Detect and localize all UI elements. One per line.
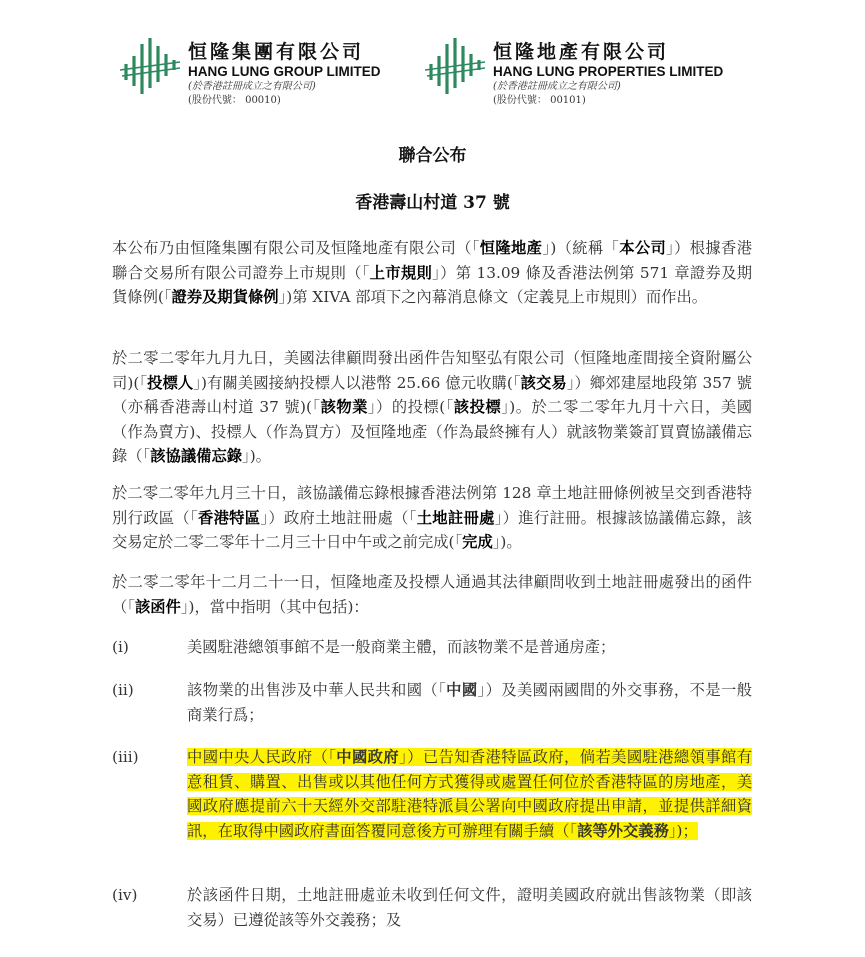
company-stock-code: (股份代號： 00010) (188, 95, 281, 106)
text-run: 」）第 13.09 條及香港法例第 571 章證券及期貨條例(「 (112, 263, 752, 306)
paragraph-intro (112, 236, 752, 310)
company-stock-code: (股份代號： 00101) (493, 95, 586, 106)
text-run: 」）根據香港聯合交易所有限公司證券上市規則（「 (112, 239, 752, 282)
company-name-zh: 恒隆集團有限公司 (188, 41, 365, 63)
defined-term: 證券及期貨條例 (171, 288, 279, 306)
text-run: 本公布乃由恒隆集團有限公司及恒隆地產有限公司（「 (112, 239, 480, 257)
company-name-en: HANG LUNG GROUP LIMITED (188, 64, 381, 79)
text-run: 」）政府土地註冊處（「 (260, 508, 417, 527)
text-run: 」)。於二零二零年九月十六日，美國（作為賣方)、投標人（作為買方）及恒隆地產（作為最終擁有人）就該物業簽訂買賣協議備忘錄（「 (112, 398, 752, 465)
highlighted-text (187, 748, 752, 840)
hang-lung-logo-icon (120, 36, 180, 96)
company-name-zh: 恒隆地產有限公司 (493, 41, 670, 63)
text-run: 」）及美國兩國間的外交事務，不是一般商業行爲； (187, 681, 752, 724)
text-run: 」)第 XIVA 部項下之內幕消息條文（定義見上市規則）而作出。 (278, 288, 708, 306)
defined-term: 該物業 (320, 398, 368, 416)
list-item-text (187, 678, 752, 727)
text-run: 該物業的出售涉及中華人民共和國（「 (187, 681, 447, 699)
text-run: 於二零二零年十二月二十一日，恒隆地產及投標人通過其法律顧問收到土地註冊處發出的函件（「 (112, 573, 752, 616)
hang-lung-logo-icon (425, 36, 485, 96)
company-text (188, 41, 381, 108)
text-run: 美國駐港總領事館不是一般商業主體，而該物業不是普通房產； (187, 638, 616, 656)
defined-term: 中國 (446, 681, 478, 699)
company-incorporation: (於香港註冊成立之有限公司) (493, 81, 621, 92)
paragraph-registration (112, 481, 752, 555)
paragraph-letter (112, 570, 752, 619)
defined-term: 該投標 (453, 398, 502, 416)
defined-term: 該協議備忘錄 (150, 447, 243, 465)
defined-term: 完成 (462, 533, 493, 551)
defined-term: 土地註冊處 (416, 508, 495, 527)
document-subtitle: 香港壽山村道 37 號 (355, 193, 510, 213)
list-item-text (187, 883, 752, 932)
text-run: 」)； (668, 821, 698, 840)
text-run: 於二零二零年九月三十日，該協議備忘錄根據香港法例第 128 章土地註冊條例被呈交到香港特別行政區（「 (112, 484, 752, 527)
defined-term: 投標人 (147, 373, 194, 392)
list-item-number: (iv) (112, 886, 138, 904)
list-item-number: (i) (112, 638, 129, 656)
defined-term: 恒隆地產 (479, 239, 543, 257)
list-item-text (187, 745, 752, 843)
defined-term: 香港特區 (197, 508, 261, 527)
list-item-number: (iii) (112, 748, 139, 766)
list-item-number: (ii) (112, 681, 134, 699)
text-run: 」）鄉郊建屋地段第 357 號（亦稱香港壽山村道 37 號)(「 (112, 373, 752, 416)
paragraph-tender (112, 346, 752, 469)
text-run: 」)。 (242, 447, 271, 465)
company-incorporation: (於香港註冊成立之有限公司) (188, 81, 316, 92)
text-run: 中國中央人民政府（「 (187, 748, 337, 766)
text-run: 於二零二零年九月九日，美國法律顧問發出函件告知堅弘有限公司（恒隆地產間接全資附屬公司)(「 (112, 349, 752, 392)
letterhead (0, 32, 865, 122)
text-run: 」）的投標(「 (367, 398, 454, 416)
document-title: 聯合公布 (398, 146, 467, 166)
defined-term: 中國政府 (336, 748, 400, 766)
defined-term: 該等外交義務 (577, 821, 669, 840)
text-run: 」)，當中指明（其中包括)： (180, 597, 369, 616)
text-run: 」）進行註冊。根據該協議備忘錄，該交易定於二零二零年十二月三十日中午或之前完成(「 (112, 508, 752, 551)
defined-term: 該交易 (520, 373, 567, 392)
company-name-en: HANG LUNG PROPERTIES LIMITED (493, 64, 724, 79)
text-run: 」)。 (492, 533, 522, 551)
text-run: 於該函件日期，土地註冊處並未收到任何文件，證明美國政府就出售該物業（即該交易）已遵從該等外交義務；及 (187, 886, 752, 929)
text-run: 」）已告知香港特區政府，倘若美國駐港總領事館有意租賃、購置、出售或以其他任何方式獲得或處置任何位於香港特區的房地產，美國政府應提前六十天經外交部駐港特派員公署向中國政府提出申請，並提供詳細資訊，在取得中國政府書面答覆同意後方可辦理有關手續（「 (187, 748, 752, 840)
list-item-text (187, 635, 752, 660)
defined-term: 該函件 (134, 597, 181, 616)
company-text (493, 41, 723, 108)
defined-term: 本公司 (619, 239, 667, 257)
text-run: 」)（統稱「 (542, 239, 620, 257)
defined-term: 上市規則 (369, 263, 433, 282)
text-run: 」)有關美國接納投標人以港幣 25.66 億元收購(「 (193, 373, 521, 392)
